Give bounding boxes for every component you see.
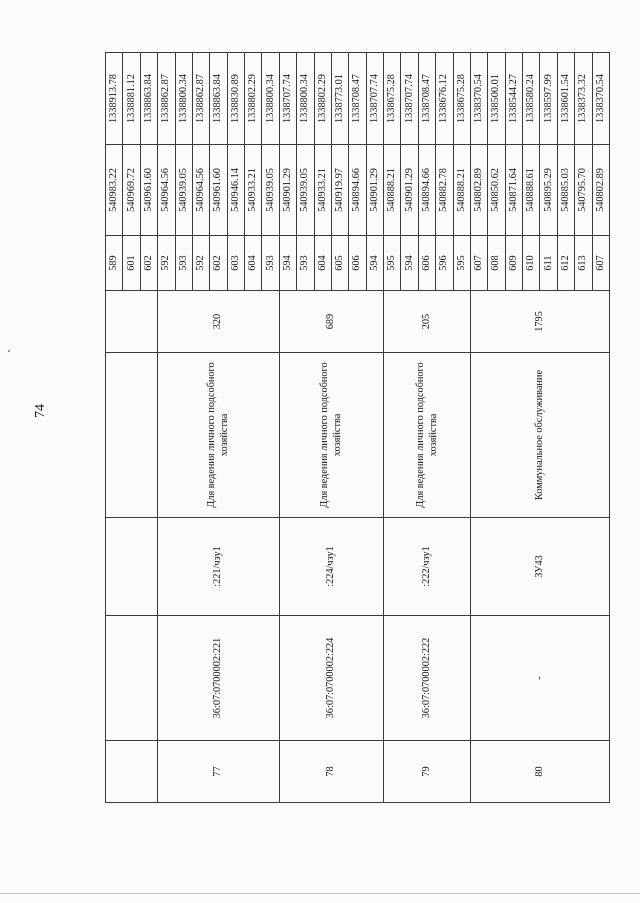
coord-x-cell: 540939.05 <box>175 145 192 236</box>
point-number-cell: 605 <box>331 236 348 291</box>
row-number-cell <box>106 741 158 803</box>
point-number-cell: 601 <box>123 236 140 291</box>
plot-area-cell <box>106 291 158 353</box>
point-number-cell: 606 <box>349 236 366 291</box>
coord-y-cell: 1338802.29 <box>245 53 262 145</box>
cadastral-number-cell: 36:07:0700002:224 <box>279 616 383 741</box>
plot-designation-cell: :224/чзу1 <box>279 518 383 616</box>
table-row <box>470 53 487 803</box>
coord-y-cell: 1338800.34 <box>175 53 192 145</box>
permitted-use-cell <box>106 353 158 518</box>
coord-y-cell: 1338773.01 <box>331 53 348 145</box>
coord-y-cell: 1338373.32 <box>575 53 592 145</box>
coord-y-cell: 1338707.74 <box>366 53 383 145</box>
permitted-use-cell: Коммунальное обслуживание <box>470 353 609 518</box>
coord-x-cell: 540964.56 <box>158 145 175 236</box>
coord-x-cell: 540888.61 <box>523 145 540 236</box>
coord-y-cell: 1338707.74 <box>279 53 296 145</box>
coord-x-cell: 540939.05 <box>297 145 314 236</box>
point-number-cell: 593 <box>175 236 192 291</box>
point-number-cell: 589 <box>106 236 123 291</box>
point-number-cell: 592 <box>158 236 175 291</box>
coord-x-cell: 540939.05 <box>262 145 279 236</box>
plot-area-cell: 205 <box>384 291 471 353</box>
point-number-cell: 596 <box>436 236 453 291</box>
coord-x-cell: 540983.22 <box>106 145 123 236</box>
coord-y-cell: 1338830.89 <box>227 53 244 145</box>
table-row <box>158 53 175 803</box>
coord-y-cell: 1338708.47 <box>349 53 366 145</box>
point-number-cell: 592 <box>192 236 209 291</box>
point-number-cell: 608 <box>488 236 505 291</box>
coord-x-cell: 540901.29 <box>279 145 296 236</box>
coord-y-cell: 1338675.28 <box>384 53 401 145</box>
row-number-cell: 78 <box>279 741 383 803</box>
coord-x-cell: 540882.78 <box>436 145 453 236</box>
coord-y-cell: 1338862.87 <box>158 53 175 145</box>
point-number-cell: 595 <box>453 236 470 291</box>
scan-dust-mark <box>8 350 10 352</box>
coord-x-cell: 540969.72 <box>123 145 140 236</box>
coord-x-cell: 540894.66 <box>418 145 435 236</box>
permitted-use-cell: Для ведения личного подсобного хозяйства <box>279 353 383 518</box>
permitted-use-cell: Для ведения личного подсобного хозяйства <box>384 353 471 518</box>
point-number-cell: 607 <box>592 236 610 291</box>
coord-x-cell: 540901.29 <box>366 145 383 236</box>
coord-x-cell: 540888.21 <box>384 145 401 236</box>
point-number-cell: 613 <box>575 236 592 291</box>
point-number-cell: 609 <box>505 236 522 291</box>
point-number-cell: 604 <box>314 236 331 291</box>
coord-x-cell: 540885.03 <box>557 145 574 236</box>
coord-y-cell: 1338675.28 <box>453 53 470 145</box>
table-row <box>384 53 401 803</box>
point-number-cell: 602 <box>140 236 157 291</box>
plot-designation-cell: :221/чзу1 <box>158 518 280 616</box>
point-number-cell: 594 <box>279 236 296 291</box>
coord-y-cell: 1338676.12 <box>436 53 453 145</box>
point-number-cell: 594 <box>401 236 418 291</box>
coord-y-cell: 1338800.34 <box>262 53 279 145</box>
point-number-cell: 602 <box>210 236 227 291</box>
point-number-cell: 612 <box>557 236 574 291</box>
table-row <box>279 53 296 803</box>
coord-y-cell: 1338863.84 <box>140 53 157 145</box>
coordinates-table <box>105 52 610 803</box>
coordinates-table-body <box>106 53 610 803</box>
coord-x-cell: 540964.56 <box>192 145 209 236</box>
coord-x-cell: 540795.70 <box>575 145 592 236</box>
row-number-cell: 80 <box>470 741 609 803</box>
table-row <box>106 53 123 803</box>
coord-y-cell: 1338863.84 <box>210 53 227 145</box>
coord-y-cell: 1338370.54 <box>592 53 610 145</box>
coord-x-cell: 540919.97 <box>331 145 348 236</box>
plot-designation-cell: ЗУ43 <box>470 518 609 616</box>
coord-y-cell: 1338601.54 <box>557 53 574 145</box>
coord-y-cell: 1338544.27 <box>505 53 522 145</box>
coord-x-cell: 540933.21 <box>314 145 331 236</box>
plot-designation-cell <box>106 518 158 616</box>
page-number: 74 <box>33 404 48 418</box>
point-number-cell: 595 <box>384 236 401 291</box>
coord-x-cell: 540901.29 <box>401 145 418 236</box>
coord-x-cell: 540871.64 <box>505 145 522 236</box>
plot-area-cell: 320 <box>158 291 280 353</box>
coord-y-cell: 1338708.47 <box>418 53 435 145</box>
coord-y-cell: 1338370.54 <box>470 53 487 145</box>
point-number-cell: 593 <box>262 236 279 291</box>
cadastral-number-cell: 36:07:0700002:221 <box>158 616 280 741</box>
point-number-cell: 606 <box>418 236 435 291</box>
coord-y-cell: 1338802.29 <box>314 53 331 145</box>
plot-area-cell: 1795 <box>470 291 609 353</box>
row-number-cell: 77 <box>158 741 280 803</box>
coord-x-cell: 540895.29 <box>540 145 557 236</box>
coord-x-cell: 540933.21 <box>245 145 262 236</box>
plot-area-cell: 689 <box>279 291 383 353</box>
cadastral-number-cell <box>106 616 158 741</box>
point-number-cell: 603 <box>227 236 244 291</box>
scan-bottom-edge <box>0 893 640 894</box>
coordinates-table-wrapper <box>105 53 610 803</box>
point-number-cell: 604 <box>245 236 262 291</box>
coord-x-cell: 540961.60 <box>210 145 227 236</box>
coord-y-cell: 1338707.74 <box>401 53 418 145</box>
coord-x-cell: 540946.14 <box>227 145 244 236</box>
cadastral-number-cell: 36:07:0700002:222 <box>384 616 471 741</box>
coord-y-cell: 1338580.24 <box>523 53 540 145</box>
coord-y-cell: 1338862.87 <box>192 53 209 145</box>
coord-x-cell: 540850.62 <box>488 145 505 236</box>
row-number-cell: 79 <box>384 741 471 803</box>
point-number-cell: 593 <box>297 236 314 291</box>
permitted-use-cell: Для ведения личного подсобного хозяйства <box>158 353 280 518</box>
point-number-cell: 611 <box>540 236 557 291</box>
coord-x-cell: 540961.60 <box>140 145 157 236</box>
coord-y-cell: 1338597.99 <box>540 53 557 145</box>
plot-designation-cell: :222/чзу1 <box>384 518 471 616</box>
coord-y-cell: 1338800.34 <box>297 53 314 145</box>
point-number-cell: 607 <box>470 236 487 291</box>
coord-x-cell: 540802.89 <box>470 145 487 236</box>
coord-x-cell: 540802.89 <box>592 145 610 236</box>
cadastral-number-cell: - <box>470 616 609 741</box>
coord-x-cell: 540894.66 <box>349 145 366 236</box>
coord-x-cell: 540888.21 <box>453 145 470 236</box>
coord-y-cell: 1338500.01 <box>488 53 505 145</box>
coord-y-cell: 1338881.12 <box>123 53 140 145</box>
point-number-cell: 594 <box>366 236 383 291</box>
coord-y-cell: 1338913.78 <box>106 53 123 145</box>
point-number-cell: 610 <box>523 236 540 291</box>
